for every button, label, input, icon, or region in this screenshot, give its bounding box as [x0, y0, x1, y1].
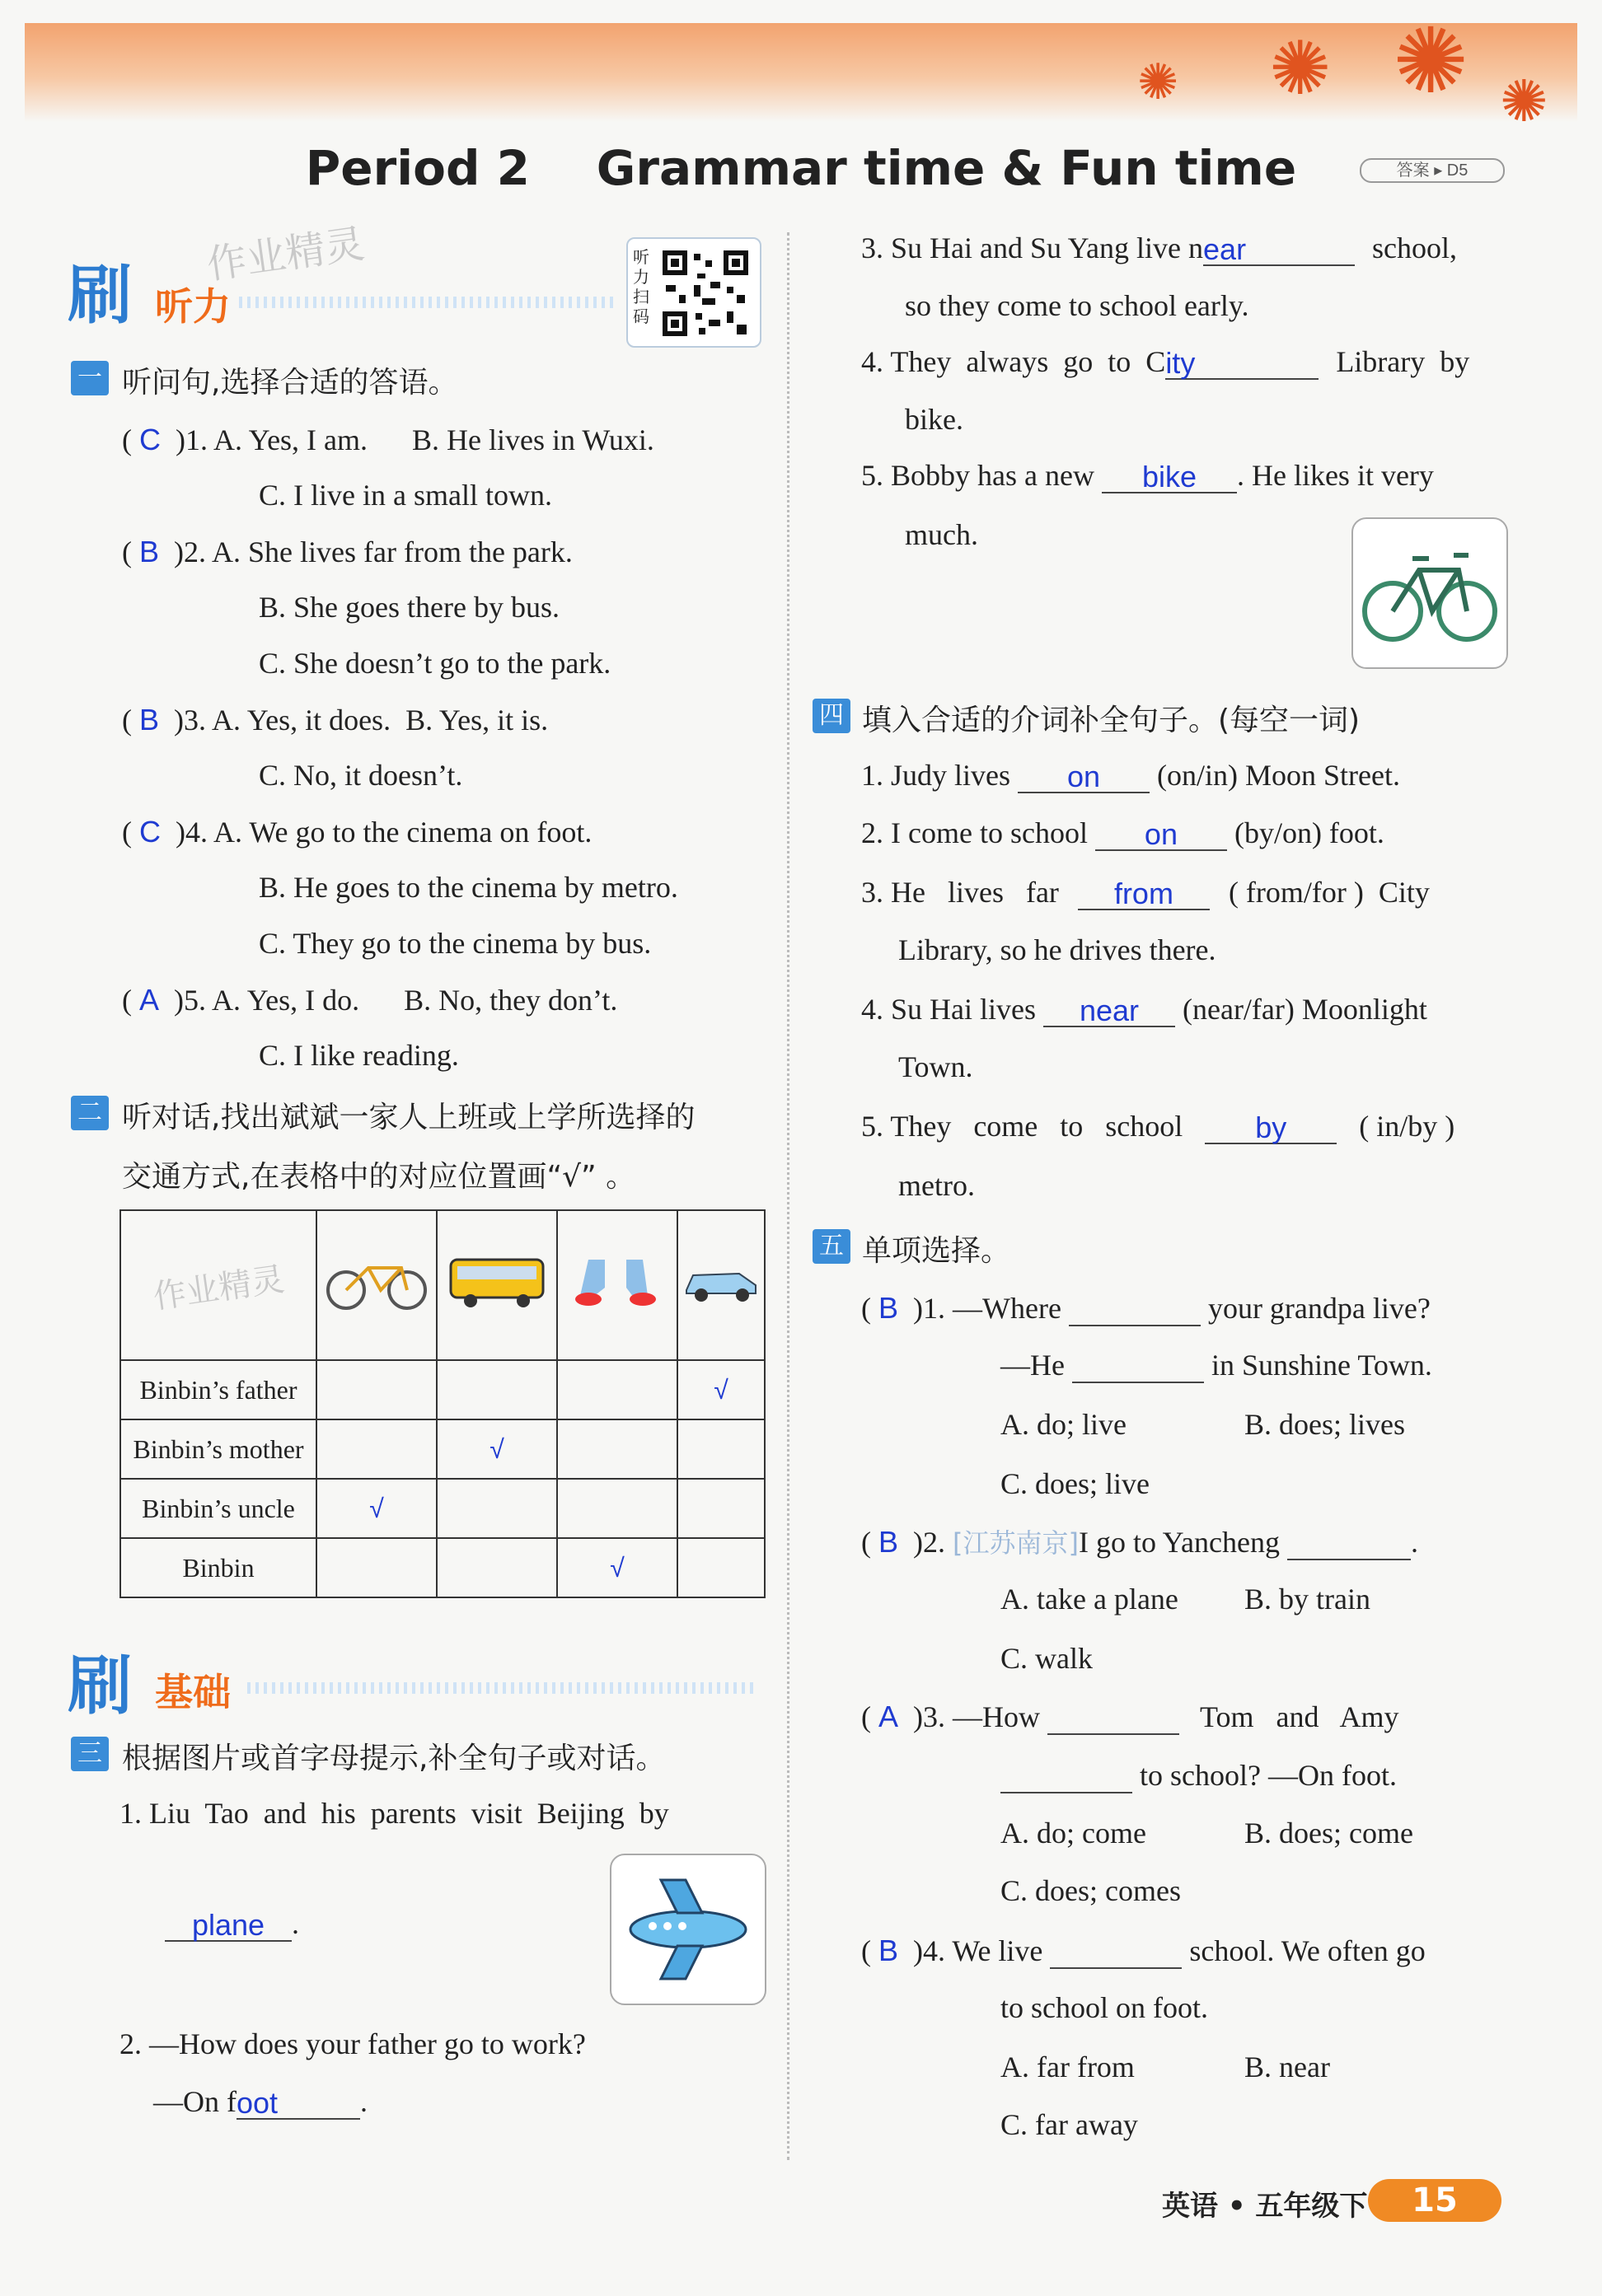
- question-text: Library, so he drives there.: [898, 933, 1216, 966]
- question-item: ( B )2. A. She lives far from the park.: [122, 535, 573, 568]
- question-option: B. by train: [1244, 1583, 1370, 1616]
- table-cell: [677, 1479, 765, 1538]
- question-option: C. I live in a small town.: [259, 479, 552, 512]
- question-option: C. far away: [1000, 2108, 1138, 2141]
- column-divider: [787, 232, 789, 2160]
- question-option: B. He goes to the cinema by metro.: [259, 871, 678, 904]
- answer-blank[interactable]: ity: [1165, 345, 1319, 380]
- question-text: metro.: [898, 1169, 975, 1202]
- table-cell: √: [677, 1360, 765, 1419]
- table-cell: [677, 1538, 765, 1597]
- question-text: to school on foot.: [1000, 1991, 1208, 2024]
- maple-leaf-icon: ✺: [1500, 71, 1548, 134]
- question-text: 2. —How does your father go to work?: [119, 2027, 586, 2060]
- table-row-label: Binbin’s mother: [120, 1419, 316, 1479]
- section-number-badge: 二: [71, 1096, 109, 1130]
- answer-blank[interactable]: from: [1078, 876, 1210, 910]
- question-text: 3. Su Hai and Su Yang live near school,: [861, 231, 1458, 267]
- maple-leaf-icon: ✺: [1137, 55, 1179, 110]
- section-number-badge: 一: [71, 361, 109, 395]
- question-item: ( C )4. A. We go to the cinema on foot.: [122, 815, 593, 849]
- airplane-icon: [611, 1855, 765, 2004]
- answer-reference-tag: 答案 ▸ D5: [1360, 158, 1505, 183]
- question-option: B. does; come: [1244, 1817, 1413, 1849]
- question-item: ( B )1. —Where your grandpa live?: [861, 1290, 1431, 1326]
- question-option: B. does; lives: [1244, 1408, 1405, 1441]
- answer-blank[interactable]: near: [1043, 993, 1175, 1027]
- question-text: to school? —On foot.: [1000, 1758, 1397, 1793]
- table-row-label: Binbin: [120, 1538, 316, 1597]
- maple-leaf-icon: ✺: [1393, 12, 1469, 112]
- question-option: C. They go to the cinema by bus.: [259, 927, 652, 960]
- section-number-badge: 四: [813, 699, 850, 733]
- question-option: A. far from: [1000, 2051, 1135, 2083]
- table-corner: 作业精灵: [120, 1210, 316, 1360]
- table-cell: [557, 1479, 677, 1538]
- table-cell: [677, 1419, 765, 1479]
- source-tag: [江苏南京]: [953, 1527, 1079, 1559]
- question-item: 2. I come to school on (by/on) foot.: [861, 816, 1384, 852]
- table-cell: [316, 1538, 437, 1597]
- page-title: Period 2 Grammar time & Fun time: [305, 140, 1297, 196]
- answer-mark: C: [139, 423, 161, 456]
- section-number-badge: 五: [813, 1229, 850, 1264]
- airplane-picture: [610, 1854, 766, 2005]
- question-option: C. No, it doesn’t.: [259, 759, 463, 792]
- qr-label: 听力扫码: [633, 247, 649, 326]
- table-cell: [437, 1479, 557, 1538]
- answer-mark: B: [878, 1291, 899, 1325]
- divider-bar: [247, 1682, 758, 1694]
- divider-bar: [239, 297, 618, 308]
- question-item: ( C )1. A. Yes, I am. B. He lives in Wuxi.: [122, 423, 654, 456]
- question-option: A. do; come: [1000, 1817, 1146, 1849]
- table-cell: √: [557, 1538, 677, 1597]
- answer-blank[interactable]: bike: [1102, 459, 1237, 493]
- table-cell: [316, 1419, 437, 1479]
- section-title: 听对话,找出斌斌一家人上班或上学所选择的: [122, 1101, 696, 1134]
- answer-blank[interactable]: on: [1018, 759, 1150, 793]
- bus-icon: [437, 1210, 557, 1360]
- question-item: ( B )2. [江苏南京]I go to Yancheng .: [861, 1524, 1418, 1560]
- section-title: 交通方式,在表格中的对应位置画“√” 。: [122, 1160, 636, 1194]
- question-blank-line: plane .: [165, 1906, 299, 1942]
- section-title: 听问句,选择合适的答语。: [122, 366, 458, 400]
- question-item: 5. They come to school by ( in/by ): [861, 1110, 1455, 1145]
- question-item: 1. Judy lives on (on/in) Moon Street.: [861, 759, 1400, 794]
- section-title: 单项选择。: [862, 1234, 1011, 1268]
- answer-blank[interactable]: on: [1095, 816, 1227, 851]
- brand-logo: 刷: [68, 259, 133, 333]
- section-title: 填入合适的介词补全句子。(每空一词): [862, 704, 1361, 737]
- table-cell: [557, 1419, 677, 1479]
- bicycle-picture: [1351, 517, 1508, 669]
- table-row-label: Binbin’s father: [120, 1360, 316, 1419]
- question-text: Town.: [898, 1050, 973, 1083]
- answer-blank[interactable]: plane: [165, 1907, 292, 1942]
- section-title: 根据图片或首字母提示,补全句子或对话。: [122, 1742, 666, 1775]
- answer-blank[interactable]: oot: [237, 2085, 360, 2120]
- header-banner: [25, 23, 1577, 122]
- question-option: C. does; live: [1000, 1467, 1150, 1500]
- question-option: C. does; comes: [1000, 1874, 1181, 1907]
- basics-tag: 基础: [155, 1670, 231, 1714]
- walking-feet-icon: [557, 1210, 677, 1360]
- question-text: bike.: [905, 403, 963, 436]
- car-icon: [677, 1210, 765, 1360]
- brand-logo: 刷: [68, 1649, 133, 1723]
- question-text: 1. Liu Tao and his parents visit Beijing by: [119, 1797, 669, 1830]
- question-text: —He in Sunshine Town.: [1000, 1348, 1432, 1383]
- question-option: C. walk: [1000, 1642, 1093, 1675]
- qr-code-icon: [661, 249, 750, 338]
- table-cell: [437, 1538, 557, 1597]
- bicycle-icon: [1353, 519, 1506, 667]
- question-item: 4. Su Hai lives near (near/far) Moonlight: [861, 993, 1427, 1028]
- question-option: B. She goes there by bus.: [259, 591, 560, 624]
- footer-subject: 英语 • 五年级下: [1162, 2190, 1368, 2223]
- table-cell: √: [437, 1419, 557, 1479]
- table-cell: [316, 1360, 437, 1419]
- question-text: much.: [905, 518, 978, 551]
- maple-leaf-icon: ✺: [1269, 29, 1332, 110]
- table-row-label: Binbin’s uncle: [120, 1479, 316, 1538]
- listening-tag: 听力: [155, 284, 231, 329]
- question-item: 3. He lives far from ( from/for ) City: [861, 876, 1430, 911]
- question-text: —On foot .: [153, 2085, 368, 2121]
- question-text: so they come to school early.: [905, 289, 1249, 322]
- question-option: B. near: [1244, 2051, 1330, 2083]
- question-option: A. do; live: [1000, 1408, 1127, 1441]
- qr-code-box[interactable]: [626, 237, 761, 348]
- question-item: ( A )5. A. Yes, I do. B. No, they don’t.: [122, 983, 618, 1017]
- question-text: 4. They always go to City Library by: [861, 345, 1470, 381]
- question-item: ( B )3. A. Yes, it does. B. Yes, it is.: [122, 703, 549, 736]
- table-cell: √: [316, 1479, 437, 1538]
- section-number-badge: 三: [71, 1737, 109, 1771]
- question-text: 5. Bobby has a new bike . He likes it very: [861, 459, 1434, 494]
- question-option: C. I like reading.: [259, 1039, 459, 1072]
- answer-blank[interactable]: by: [1205, 1110, 1337, 1144]
- answer-blank[interactable]: ear: [1203, 231, 1355, 266]
- question-item: ( A )3. —How Tom and Amy: [861, 1699, 1398, 1735]
- question-option: C. She doesn’t go to the park.: [259, 647, 611, 680]
- table-cell: [557, 1360, 677, 1419]
- bicycle-icon: [316, 1210, 437, 1360]
- question-item: ( B )4. We live school. We often go: [861, 1933, 1426, 1969]
- transport-table: [119, 1209, 766, 1598]
- table-cell: [437, 1360, 557, 1419]
- watermark: 作业精灵: [204, 220, 368, 289]
- page-number: 15: [1368, 2179, 1501, 2222]
- question-option: A. take a plane: [1000, 1583, 1178, 1616]
